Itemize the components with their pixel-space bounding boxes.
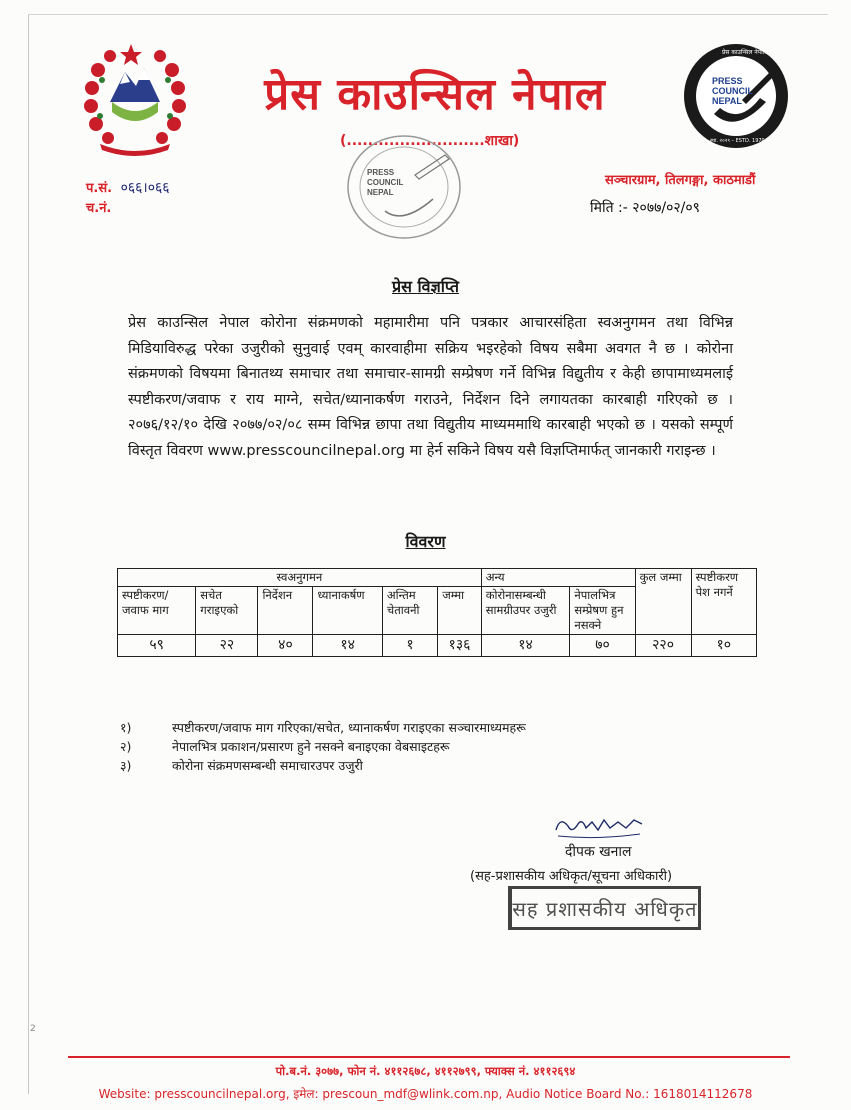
reference-number xyxy=(86,178,170,197)
col-header: कोरोनासम्बन्धी सामग्रीउपर उजुरी xyxy=(481,587,570,635)
table-cell: १ xyxy=(382,635,437,657)
page-border-top xyxy=(28,14,828,15)
details-table xyxy=(117,568,757,657)
details-heading: विवरण xyxy=(405,532,446,551)
table-cell: ४० xyxy=(258,635,313,657)
col-header: स्पष्टीकरण/ जवाफ माग xyxy=(118,587,196,635)
col-header: ध्यानाकर्षण xyxy=(313,587,382,635)
faint-seal-stamp xyxy=(345,133,463,241)
nepal-emblem-icon xyxy=(80,40,190,158)
seal-ring-text: प्रेस काउन्सिल नेपाल xyxy=(722,49,767,56)
handwritten-signature xyxy=(548,812,648,842)
note-number: २) xyxy=(120,739,132,754)
press-release-heading: प्रेस विज्ञप्ति xyxy=(392,277,459,296)
footer-rule xyxy=(68,1056,790,1058)
margin-mark: 2 xyxy=(30,1024,36,1034)
table-cell: १३६ xyxy=(438,635,481,657)
seal-text-press: PRESS xyxy=(712,76,743,86)
table-cell: १४ xyxy=(481,635,570,657)
list-item xyxy=(120,737,526,756)
col-no-clarification: स्पष्टीकरण पेश नगर्ने xyxy=(691,569,756,635)
center-seal-line3: NEPAL xyxy=(367,188,394,197)
footer-contact: पो.ब.नं. ३०७७, फोन नं. ४११२६७८, ४११२७९९, फ्याक्स नं. ४११२६९४ xyxy=(275,1064,576,1078)
quill-pen-icon xyxy=(415,155,449,179)
page-border xyxy=(28,14,29,1094)
list-item xyxy=(120,756,526,775)
col-header: जम्मा xyxy=(438,587,481,635)
seal-estd-text: स्था. २०२९ – ESTD. 1970 xyxy=(710,138,765,144)
signatory-name: दीपक खनाल xyxy=(565,844,632,860)
table-cell: ५९ xyxy=(118,635,196,657)
ref-value: ०६६।०६६ xyxy=(120,180,170,196)
col-header: निर्देशन xyxy=(258,587,313,635)
official-stamp: सह प्रशासकीय अधिकृत xyxy=(508,886,701,930)
table-cell: २२ xyxy=(196,635,258,657)
table-cell: १४ xyxy=(313,635,382,657)
center-seal-line2: COUNCIL xyxy=(367,178,404,187)
footer-website: Website: presscouncilnepal.org, इमेल: prescoun_mdf@wlink.com.np, Audio Notice Board No.: 1618014112678 xyxy=(98,1087,753,1101)
note-text: नेपालभित्र प्रकाशन/प्रसारण हुने नसक्ने बनाइएका वेबसाइटहरू xyxy=(172,739,450,754)
col-header: अन्तिम चेतावनी xyxy=(382,587,437,635)
seal-text-council: COUNCIL xyxy=(712,86,753,96)
org-title: प्रेस काउन्सिल नेपाल xyxy=(264,69,606,120)
col-header: सचेत गराइएको xyxy=(196,587,258,635)
date: मिति :- २०७७/०२/०९ xyxy=(590,200,700,216)
list-item xyxy=(120,718,526,737)
col-total: कुल जम्मा xyxy=(635,569,691,635)
note-text: कोरोना संक्रमणसम्बन्धी समाचारउपर उजुरी xyxy=(172,758,363,773)
address: सञ्चारग्राम, तिलगङ्गा, काठमाडौं xyxy=(605,173,756,188)
press-council-seal-icon xyxy=(682,42,790,150)
note-number: १) xyxy=(120,720,132,735)
ref-label: प.सं. xyxy=(86,181,113,196)
press-release-body: प्रेस काउन्सिल नेपाल कोरोना संक्रमणको महामारीमा पनि पत्रकार आचारसंहिता स्वअनुगमन तथा विभिन्न मिडियाविरुद्ध परेका उजुरीको सुनुवाई एवम् कारवाहीमा सक्रिय भइरहेको विषय सबैमा अवगत नै छ । कोरोना संक्रमणको विषयमा बिनातथ्य समाचार तथा समाचार-सामग्री सम्प्रेषण गर्ने विभिन्न विद्युतीय र केही छापामाध्यमलाई स्पष्टीकरण/जवाफ र राय माग्ने, सचेत/ध्यानाकर्षण गराउने, निर्देशन दिने लगायतका कारबाही गरिएको छ । २०७६/१२/१० देखि २०७७/०२/०८ सम्म विभिन्न छापा तथा विद्युतीय माध्यममाथि कारबाही भएको छ । यसको सम्पूर्ण विस्तृत विवरण www.presscouncilnepal.org मा हेर्न सकिने विषय यसै विज्ञप्तिमार्फत् जानकारी गराइन्छ । xyxy=(128,315,733,459)
table-row xyxy=(118,635,757,657)
notes-list xyxy=(120,718,526,775)
table-cell: २२० xyxy=(635,635,691,657)
signatory-title: (सह-प्रशासकीय अधिकृत/सूचना अधिकारी) xyxy=(470,869,673,884)
table-cell: ७० xyxy=(570,635,635,657)
seal-text-nepal: NEPAL xyxy=(712,96,742,106)
table-group-row xyxy=(118,569,757,587)
group-self-monitoring: स्वअनुगमन xyxy=(118,569,482,587)
center-seal-line1: PRESS xyxy=(367,168,395,177)
group-other: अन्य xyxy=(481,569,635,587)
note-number: ३) xyxy=(120,758,132,773)
branch-line: (..........................शाखा) xyxy=(340,133,520,149)
table-cell: १० xyxy=(691,635,756,657)
col-header: नेपालभित्र सम्प्रेषण हुन नसक्ने xyxy=(570,587,635,635)
dispatch-number-label: च.नं. xyxy=(86,201,112,216)
note-text: स्पष्टीकरण/जवाफ माग गरिएका/सचेत, ध्यानाकर्षण गराइएका सञ्चारमाध्यमहरू xyxy=(172,720,526,735)
